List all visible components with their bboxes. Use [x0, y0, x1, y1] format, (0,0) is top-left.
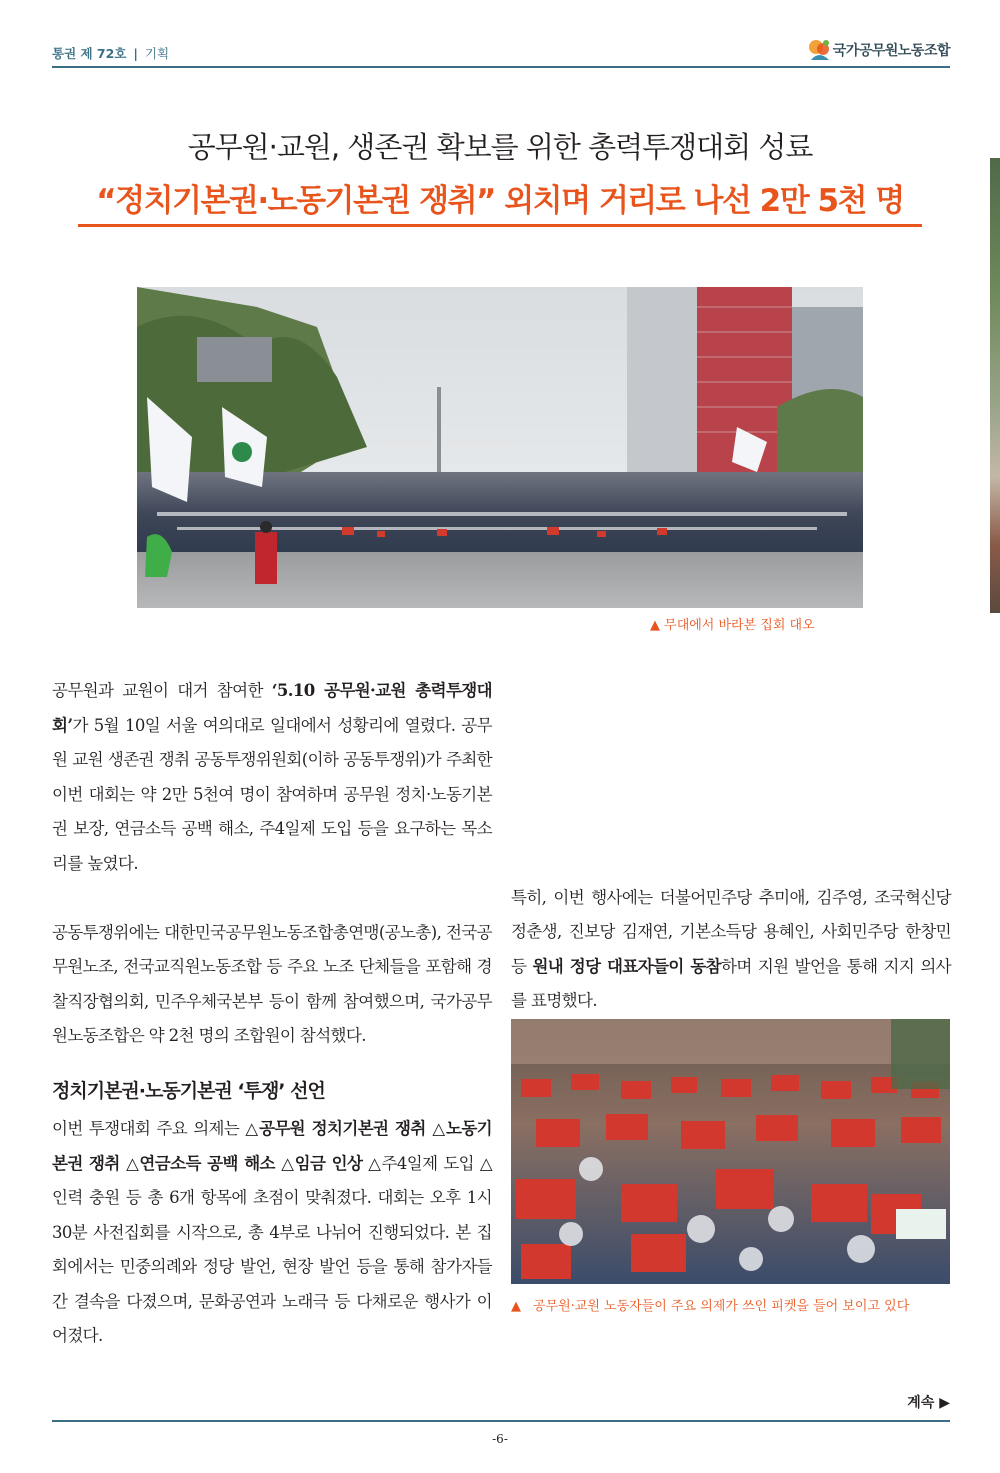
photo2-caption-text: 공무원·교원 노동자들이 주요 의제가 쓰인 피켓을 들어 보이고 있다 — [533, 1299, 910, 1314]
page-number: -6- — [492, 1432, 508, 1446]
issue-info — [52, 44, 169, 62]
continue-indicator: 계속 ▶ — [907, 1395, 950, 1411]
paragraph-3-continuation-spacer — [511, 674, 951, 846]
article-right-column — [511, 674, 951, 1053]
issue-number: 통권 제 72호 — [52, 46, 127, 61]
p3-text-a: 이번 투쟁대회 주요 의제는 — [52, 1119, 246, 1138]
paragraph-1 — [52, 674, 492, 881]
section-name: 기획 — [144, 46, 170, 61]
union-logo-icon — [807, 38, 833, 62]
p1-text-c: 가 5월 10일 서울 여의대로 일대에서 성황리에 열렸다. 공무원 교원 생존권 쟁취 공동투쟁위원회(이하 공동투쟁위)가 주최한 이번 대회는 약 2만 5천여 명이 참여하며 공무원 정치·노동기본권 보장, 연금소득 공백 해소, 주4일제 도입 등을 요구하는 목소리를 높였다. — [52, 715, 492, 873]
article-left-column — [52, 674, 492, 1388]
section-subheading: 정치기본권·노동기본권 ‘투쟁’ 선언 — [52, 1080, 325, 1102]
paragraph-2: 공동투쟁위에는 대한민국공무원노동조합총연맹(공노총), 전국공무원노조, 전국교직원노동조합 등 주요 노조 단체들을 포함해 경찰직장협의회, 민주우체국본부 등이 함께 참여했으며, 국가공무원노동조합은 약 2천 명의 조합원이 참석했다. — [52, 922, 492, 1045]
subheadline: “정치기본권·노동기본권 쟁취” 외치며 거리로 나선 2만 5천 명 — [96, 183, 904, 219]
photo1-caption: ▲ 무대에서 바라본 집회 대오 — [650, 618, 815, 633]
picket-crowd-photo — [511, 1019, 950, 1284]
org-name: 국가공무원노동조합 — [832, 43, 950, 59]
org-logo — [807, 38, 950, 62]
paragraph-4 — [511, 881, 951, 1019]
paragraph-3-start — [52, 1112, 492, 1354]
caption-triangle: ▲ — [511, 1299, 521, 1314]
adjacent-page-edge — [990, 158, 1000, 613]
rally-stage-view-photo — [137, 287, 863, 608]
p4-highlight: 원내 정당 대표자들이 동참 — [532, 956, 722, 976]
p1-event-name: ‘5.10 공무원·교원 총력투쟁대회’ — [52, 681, 492, 735]
page-header — [52, 38, 950, 68]
p3-agenda-highlight: △공무원 정치기본권 쟁취 △노동기본권 쟁취 △연금소득 공백 해소 △임금 인상 — [52, 1119, 492, 1173]
photo2-caption — [511, 1298, 951, 1316]
p3-text-c: △주4일제 도입 △인력 충원 등 총 6개 항목에 초점이 맞춰졌다. 대회는 오후 1시 30분 사전집회를 시작으로, 총 4부로 나뉘어 진행되었다. 본 집회에서는 민중의례와 정당 발언, 현장 발언 등을 통해 참가자들 간 결속을 다졌으며, 문화공연과 노래극 등 다채로운 행사가 이어졌다. — [52, 1153, 492, 1345]
p1-text-a: 공무원과 교원이 대거 참여한 — [52, 681, 272, 700]
p4-text-c: 하며 지원 발언을 통해 지지 의사를 표명했다. — [511, 956, 951, 1010]
header-separator: | — [133, 46, 138, 61]
headline-underline — [78, 224, 922, 227]
p4-text-a: 특히, 이번 행사에는 더불어민주당 추미애, 김주영, 조국혁신당 정춘생, 진보당 김재연, 기본소득당 용혜인, 사회민주당 한창민 등 — [511, 887, 951, 976]
footer-rule — [52, 1420, 950, 1422]
headline: 공무원·교원, 생존권 확보를 위한 총력투쟁대회 성료 — [187, 130, 813, 164]
